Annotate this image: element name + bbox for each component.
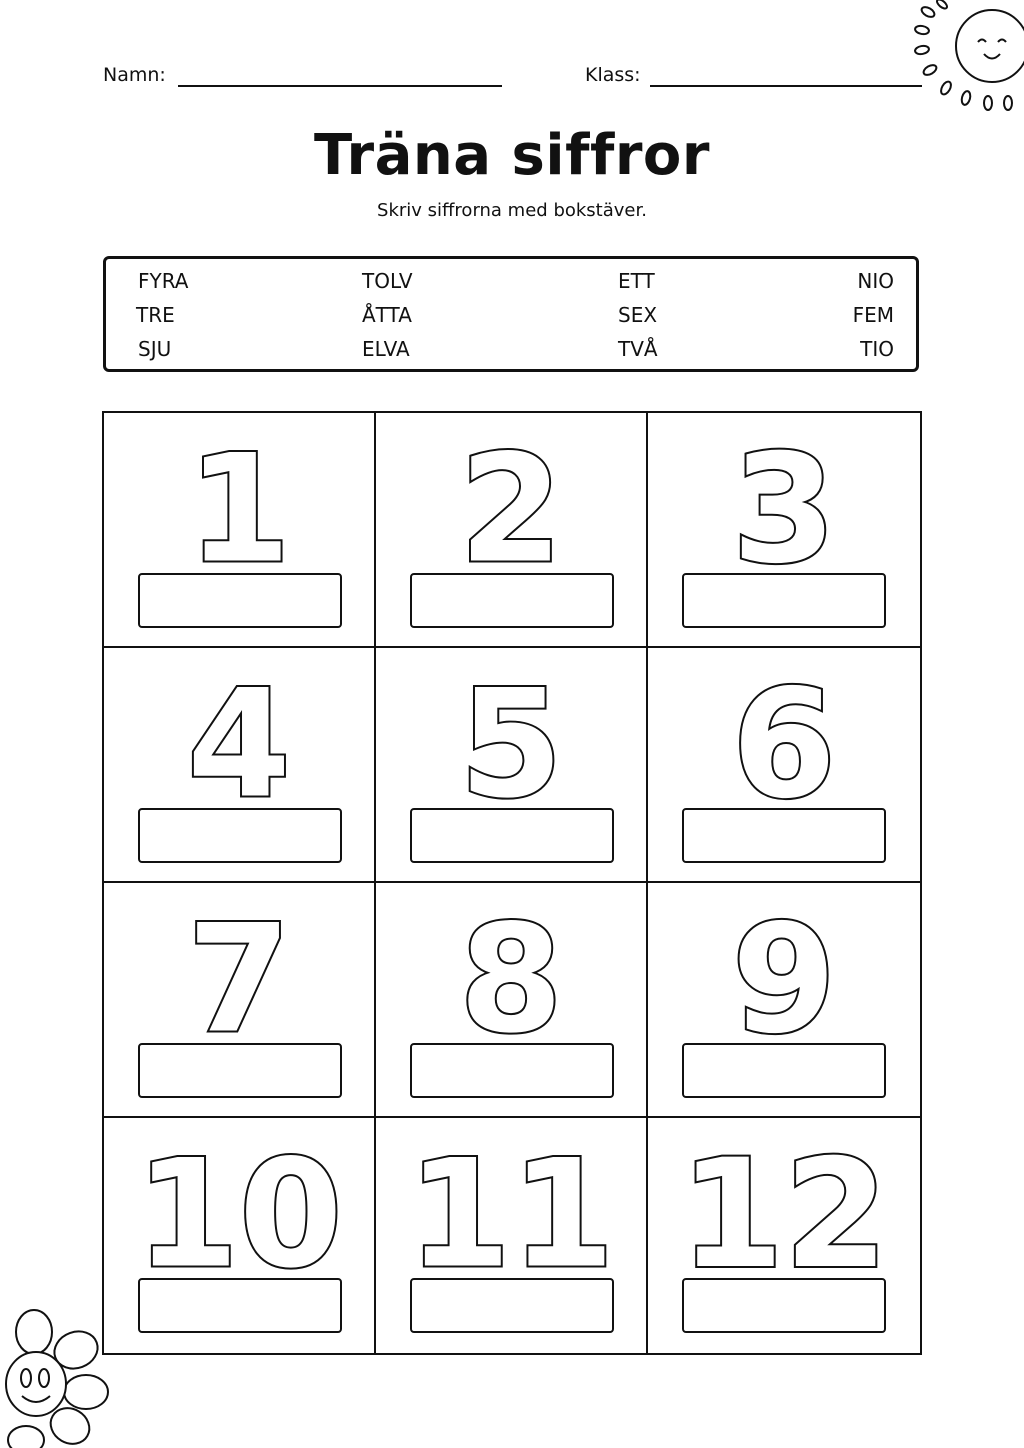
answer-box[interactable] xyxy=(682,573,886,628)
word-bank-item: TOLV xyxy=(362,269,413,293)
sun-icon xyxy=(912,0,1024,120)
svg-text:5: 5 xyxy=(459,658,563,808)
word-bank-item: SJU xyxy=(138,337,172,361)
number-cell xyxy=(104,883,376,1118)
answer-box[interactable] xyxy=(410,1043,614,1098)
number-cell xyxy=(104,1118,376,1353)
word-bank-item: FEM xyxy=(852,303,894,327)
answer-box[interactable] xyxy=(138,1043,342,1098)
outlined-number xyxy=(376,423,646,573)
number-cell xyxy=(648,648,920,883)
svg-text:10: 10 xyxy=(135,1128,343,1278)
answer-box[interactable] xyxy=(682,1278,886,1333)
class-label: Klass: xyxy=(585,64,641,86)
outlined-number xyxy=(648,1128,920,1278)
class-field[interactable] xyxy=(650,85,922,87)
answer-box[interactable] xyxy=(682,1043,886,1098)
outlined-number xyxy=(104,423,374,573)
answer-box[interactable] xyxy=(138,1278,342,1333)
word-bank-item: NIO xyxy=(857,269,894,293)
flower-icon xyxy=(0,1300,112,1448)
word-bank-item: ETT xyxy=(618,269,655,293)
word-bank-item: FYRA xyxy=(138,269,189,293)
page-title: Träna siffror xyxy=(313,123,711,188)
answer-box[interactable] xyxy=(138,808,342,863)
outlined-number xyxy=(648,658,920,808)
number-cell xyxy=(648,1118,920,1353)
number-cell xyxy=(648,883,920,1118)
word-bank-item: SEX xyxy=(618,303,658,327)
answer-box[interactable] xyxy=(410,808,614,863)
svg-text:7: 7 xyxy=(187,893,291,1043)
number-cell xyxy=(104,413,376,648)
name-field[interactable] xyxy=(178,85,502,87)
word-bank-item: TRE xyxy=(136,303,175,327)
word-bank-item: TIO xyxy=(860,337,894,361)
word-bank-item: ELVA xyxy=(362,337,410,361)
svg-text:6: 6 xyxy=(731,658,837,808)
answer-box[interactable] xyxy=(410,1278,614,1333)
number-cell xyxy=(376,413,648,648)
number-cell xyxy=(376,1118,648,1353)
outlined-number xyxy=(104,893,374,1043)
answer-box[interactable] xyxy=(410,573,614,628)
outlined-number xyxy=(104,658,374,808)
word-bank-item: TVÅ xyxy=(618,337,658,361)
outlined-number xyxy=(648,423,920,573)
number-cell xyxy=(104,648,376,883)
number-cell xyxy=(376,883,648,1118)
word-bank-item: ÅTTA xyxy=(362,303,412,327)
word-bank xyxy=(103,256,919,372)
page-instructions: Skriv siffrorna med bokstäver. xyxy=(377,200,647,221)
svg-text:4: 4 xyxy=(187,658,291,808)
outlined-number xyxy=(376,893,646,1043)
svg-text:9: 9 xyxy=(731,893,837,1043)
outlined-number xyxy=(648,893,920,1043)
svg-text:12: 12 xyxy=(679,1128,889,1278)
outlined-number xyxy=(376,658,646,808)
svg-text:8: 8 xyxy=(459,893,563,1043)
number-cell xyxy=(376,648,648,883)
outlined-number xyxy=(376,1128,646,1278)
answer-box[interactable] xyxy=(138,573,342,628)
svg-text:3: 3 xyxy=(731,423,837,573)
svg-text:1: 1 xyxy=(187,423,291,573)
outlined-number xyxy=(104,1128,374,1278)
answer-box[interactable] xyxy=(682,808,886,863)
number-cell xyxy=(648,413,920,648)
name-label: Namn: xyxy=(103,64,166,86)
svg-text:2: 2 xyxy=(459,423,563,573)
number-grid xyxy=(102,411,922,1355)
svg-text:11: 11 xyxy=(407,1128,615,1278)
